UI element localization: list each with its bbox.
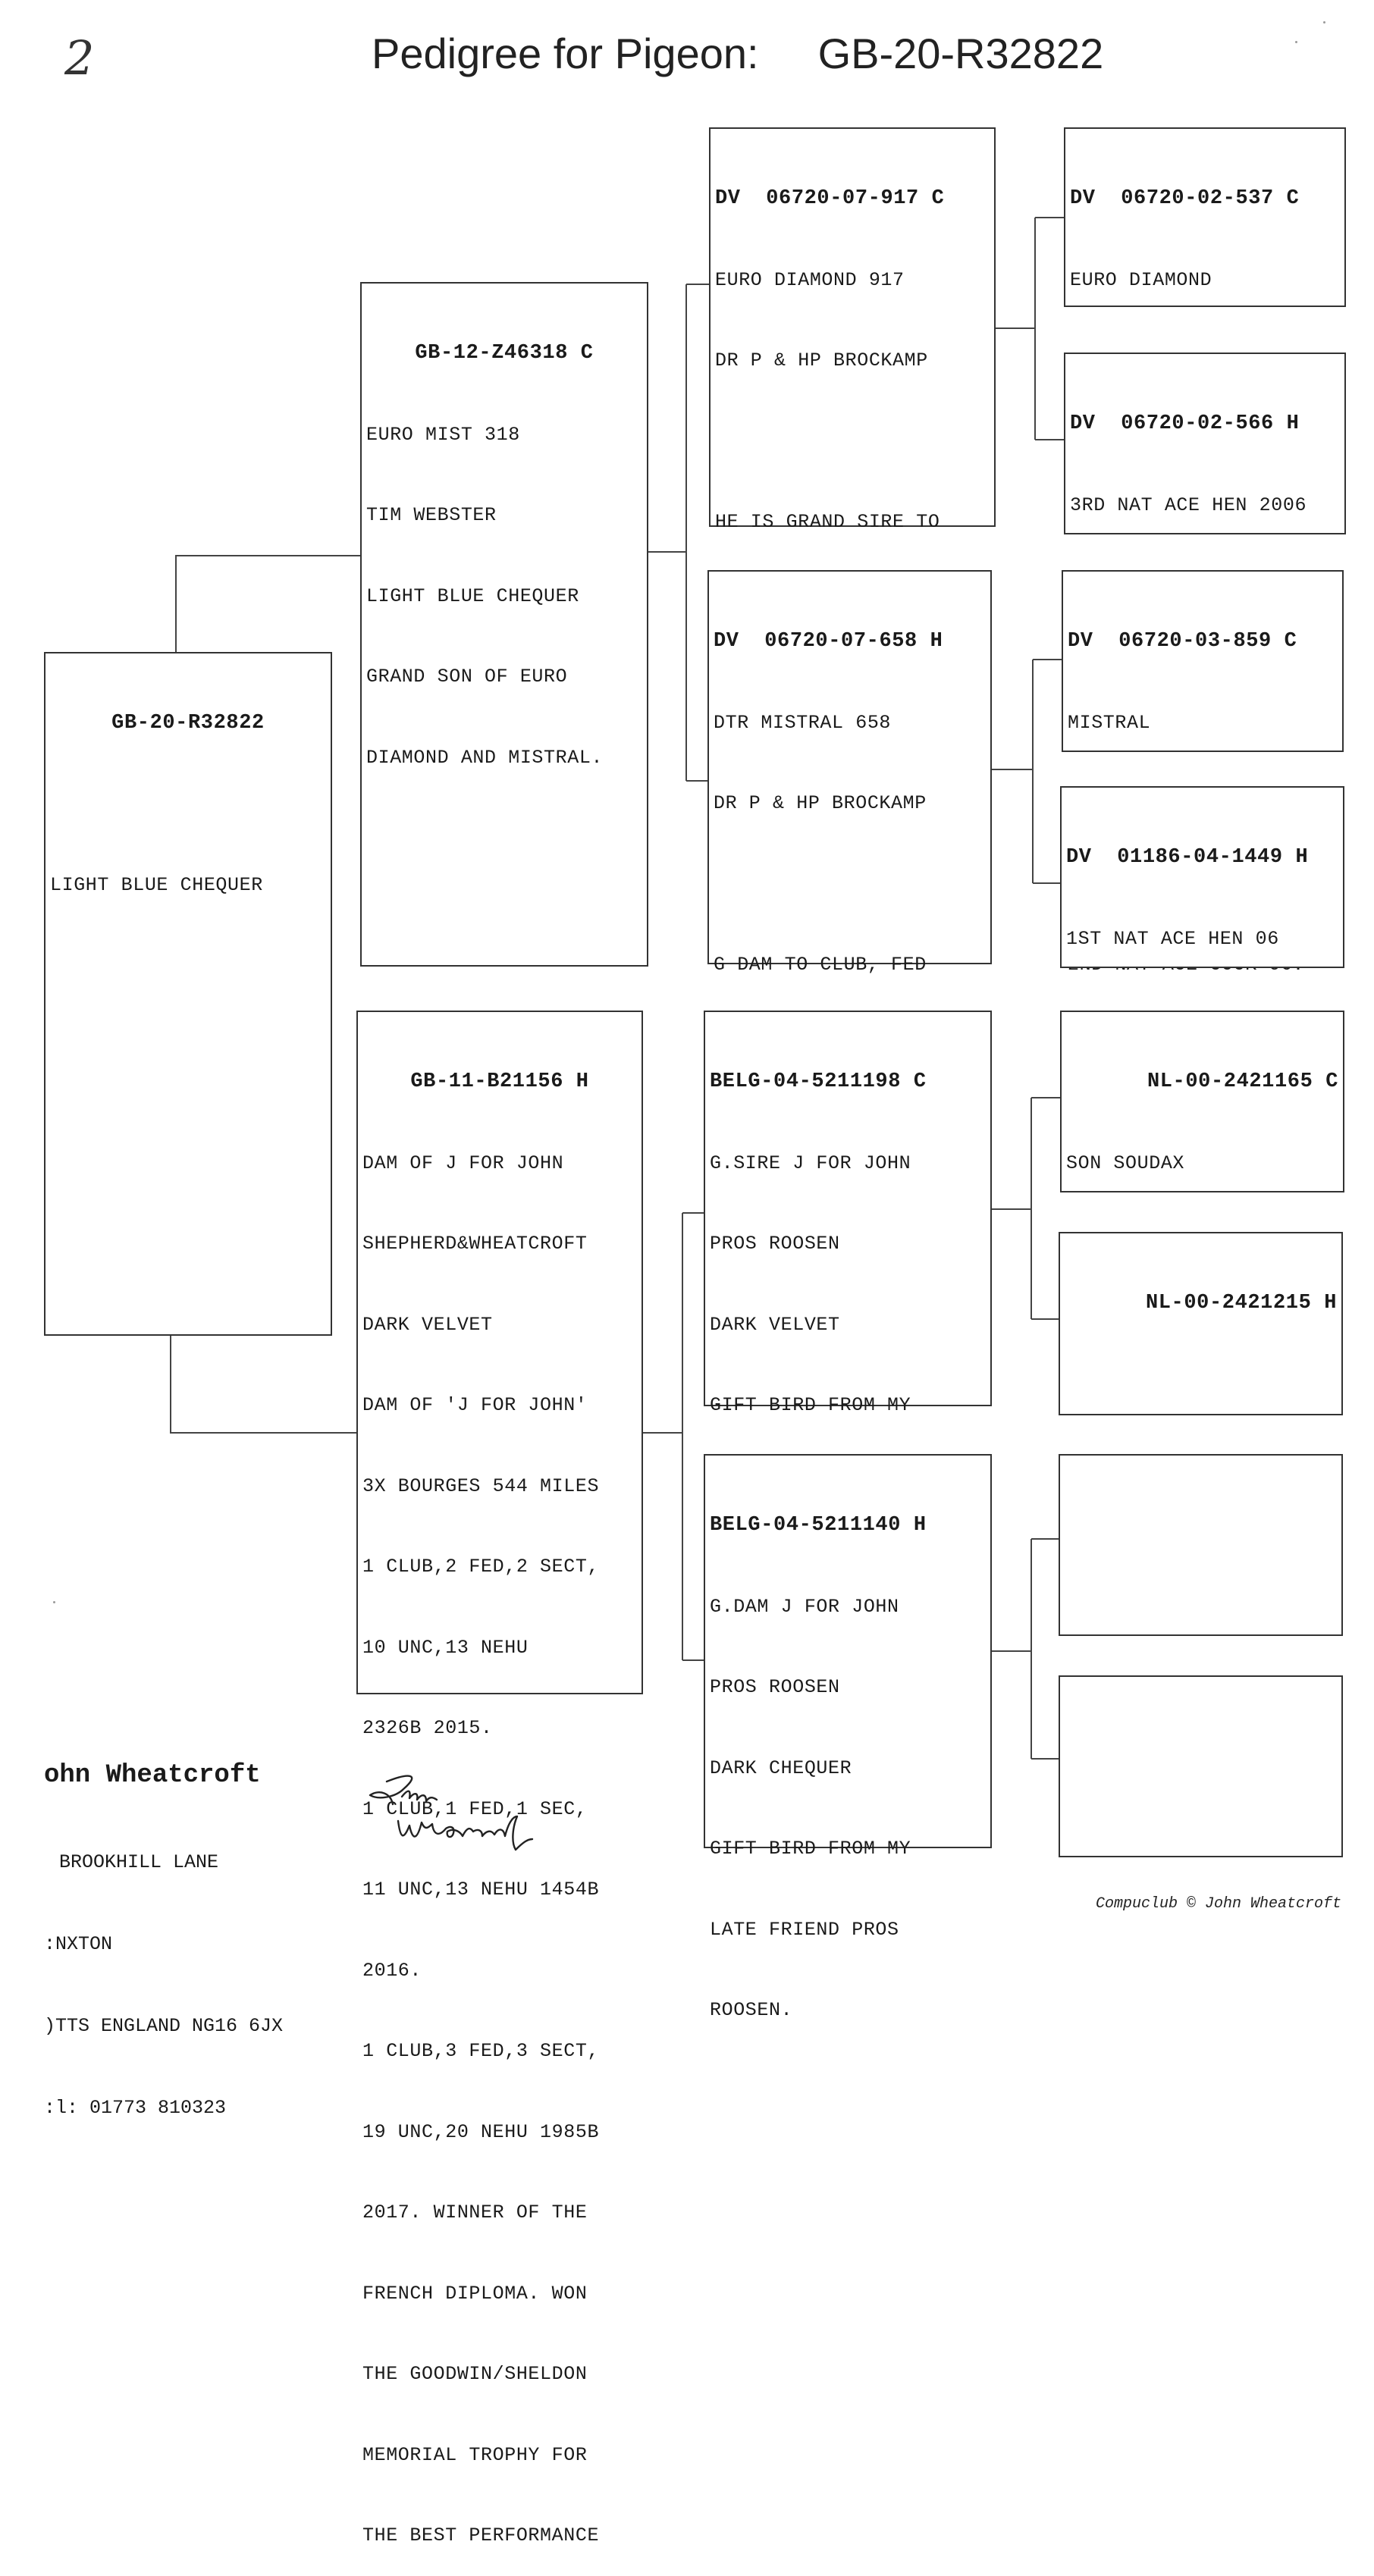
sds-header xyxy=(1068,628,1338,656)
dd-line: PROS ROOSEN xyxy=(710,1676,840,1698)
ss-header xyxy=(715,186,990,213)
dd-ring: BELG-04-5211140 H xyxy=(710,1514,927,1537)
scan-speck xyxy=(1323,21,1325,24)
dam-line: 3X BOURGES 544 MILES xyxy=(362,1474,600,1497)
dam-line: 2326B 2015. xyxy=(362,1717,493,1739)
ds-line: DARK VELVET xyxy=(710,1313,840,1336)
sss-box xyxy=(1064,127,1346,307)
sd-line: DTR MISTRAL 658 xyxy=(714,711,892,734)
connector-subject-sire xyxy=(176,556,364,652)
dss-line: SON SOUDAX xyxy=(1066,1152,1185,1174)
ss-prefix: DV xyxy=(715,187,741,210)
dam-line: THE BEST PERFORMANCE xyxy=(362,2524,600,2546)
owner-address-line: BROOKHILL LANE xyxy=(44,1851,219,1873)
connector-sd-parents xyxy=(992,660,1062,883)
connector-ds-parents xyxy=(992,1098,1060,1319)
ss-line xyxy=(715,428,990,456)
sds-line: MISTRAL xyxy=(1068,711,1151,734)
dam-sire-box xyxy=(704,1011,992,1416)
dam-line: 2017. WINNER OF THE xyxy=(362,2202,588,2223)
ss-line: HE IS GRAND SIRE TO xyxy=(715,511,940,533)
ds-line: GIFT BIRD FROM MY xyxy=(710,1394,911,1416)
subject-line: LIGHT BLUE CHEQUER xyxy=(50,874,263,896)
dam-line: SHEPHERD&WHEATCROFT xyxy=(362,1233,588,1255)
sire-line: LIGHT BLUE CHEQUER xyxy=(366,584,579,607)
dd-line: DARK CHEQUER xyxy=(710,1757,852,1779)
owner-address xyxy=(44,1702,283,2149)
scan-speck xyxy=(1295,41,1297,43)
dam-ring: GB-11-B21156 H xyxy=(410,1070,589,1093)
sd-line: G DAM TO CLUB, FED xyxy=(714,954,927,976)
dss-ring: NL-00-2421165 C xyxy=(1147,1070,1338,1093)
connector-ss-parents xyxy=(996,218,1064,440)
dam-line: DAM OF J FOR JOHN xyxy=(362,1152,564,1174)
sire-sire-box xyxy=(709,127,996,533)
dd-line: GIFT BIRD FROM MY xyxy=(710,1838,911,1860)
ssd-header xyxy=(1070,411,1340,438)
ss-ring: 06720-07-917 C xyxy=(766,187,945,210)
dd-line: G.DAM J FOR JOHN xyxy=(710,1595,899,1618)
sss-line: EURO DIAMOND xyxy=(1070,268,1212,291)
sd-header xyxy=(714,628,986,656)
dsd-box xyxy=(1059,1232,1343,1415)
dam-line: 19 UNC,20 NEHU 1985B xyxy=(362,2120,600,2143)
scan-speck xyxy=(53,1601,55,1603)
dd-line: ROOSEN. xyxy=(710,1999,793,2021)
dam-line: 11 UNC,13 NEHU 1454B xyxy=(362,1879,600,1901)
dsd-ring: NL-00-2421215 H xyxy=(1145,1292,1337,1315)
dam-line: 1 CLUB,2 FED,2 SECT, xyxy=(362,1556,600,1578)
owner-name: ohn Wheatcroft xyxy=(44,1761,261,1790)
ddd-box xyxy=(1059,1675,1343,1857)
connector-subject-dam xyxy=(171,1336,356,1433)
dam-line: 2016. xyxy=(362,1959,422,1982)
sire-line: EURO MIST 318 xyxy=(366,423,520,446)
ds-line: PROS ROOSEN xyxy=(710,1233,840,1255)
sds-prefix: DV xyxy=(1068,630,1093,653)
sire-line: TIM WEBSTER xyxy=(366,504,497,526)
dam-line: 1 CLUB,1 FED,1 SEC, xyxy=(362,1797,588,1820)
sd-ring: 06720-07-658 H xyxy=(764,630,943,653)
sd-line: DR P & HP BROCKAMP xyxy=(714,792,927,814)
dds-box xyxy=(1059,1454,1343,1636)
sss-prefix: DV xyxy=(1070,187,1096,210)
sss-ring: 06720-02-537 C xyxy=(1121,187,1300,210)
dam-line: DAM OF 'J FOR JOHN' xyxy=(362,1394,588,1416)
sire-ring: GB-12-Z46318 C xyxy=(415,342,594,365)
dam-line: MEMORIAL TROPHY FOR xyxy=(362,2443,588,2466)
ssd-box xyxy=(1064,353,1346,534)
subject-pigeon-box xyxy=(44,652,332,1336)
connector-dam-parents xyxy=(643,1213,705,1660)
dd-line: LATE FRIEND PROS xyxy=(710,1918,899,1941)
sire-box xyxy=(360,282,648,967)
dam-line: DARK VELVET xyxy=(362,1313,493,1336)
ssd-line: 3RD NAT ACE HEN 2006 xyxy=(1070,494,1307,516)
subject-line xyxy=(50,791,326,819)
ds-ring: BELG-04-5211198 C xyxy=(710,1070,927,1093)
page-number: 2 xyxy=(64,30,95,86)
dam-dam-box xyxy=(704,1454,992,2021)
connector-sire-parents xyxy=(648,284,709,781)
dss-box xyxy=(1060,1011,1344,1192)
dam-box xyxy=(356,1011,643,2546)
subject-ring: GB-20-R32822 xyxy=(111,712,265,735)
sdd-prefix: DV xyxy=(1066,846,1092,869)
sdd-box xyxy=(1060,786,1344,968)
sdd-header xyxy=(1066,845,1338,872)
dam-line: FRENCH DIPLOMA. WON xyxy=(362,2282,588,2305)
sds-ring: 06720-03-859 C xyxy=(1118,630,1297,653)
title-ring-number: GB-20-R32822 xyxy=(817,30,1104,77)
sdd-line: 1ST NAT ACE HEN 06 xyxy=(1066,927,1279,950)
handwritten-signature xyxy=(356,1766,584,1865)
ds-line: G.SIRE J FOR JOHN xyxy=(710,1152,911,1174)
owner-address-line: )TTS ENGLAND NG16 6JX xyxy=(44,2015,284,2037)
ssd-prefix: DV xyxy=(1070,412,1096,435)
ss-line: EURO DIAMOND 917 xyxy=(715,268,905,291)
ssd-ring: 06720-02-566 H xyxy=(1121,412,1300,435)
title-label: Pedigree for Pigeon: xyxy=(372,30,759,77)
sd-line xyxy=(714,871,986,898)
sire-line: DIAMOND AND MISTRAL. xyxy=(366,746,604,769)
sdd-ring: 01186-04-1449 H xyxy=(1117,846,1309,869)
dsd-line xyxy=(1065,1371,1337,1399)
owner-phone: :l: 01773 810323 xyxy=(44,2097,227,2119)
ss-line: DR P & HP BROCKAMP xyxy=(715,349,928,371)
sds-box xyxy=(1062,570,1344,752)
sss-header xyxy=(1070,186,1340,213)
sd-prefix: DV xyxy=(714,630,739,653)
dam-line: THE GOODWIN/SHELDON xyxy=(362,2363,588,2385)
sire-dam-box xyxy=(707,570,992,976)
connector-dd-parents xyxy=(992,1539,1060,1759)
owner-address-line: :NXTON xyxy=(44,1933,113,1955)
dam-line: 1 CLUB,3 FED,3 SECT, xyxy=(362,2040,600,2062)
dam-line: 10 UNC,13 NEHU xyxy=(362,1636,529,1659)
sire-line: GRAND SON OF EURO xyxy=(366,666,568,688)
footer-copyright: Compuclub © John Wheatcroft xyxy=(1096,1895,1342,1913)
